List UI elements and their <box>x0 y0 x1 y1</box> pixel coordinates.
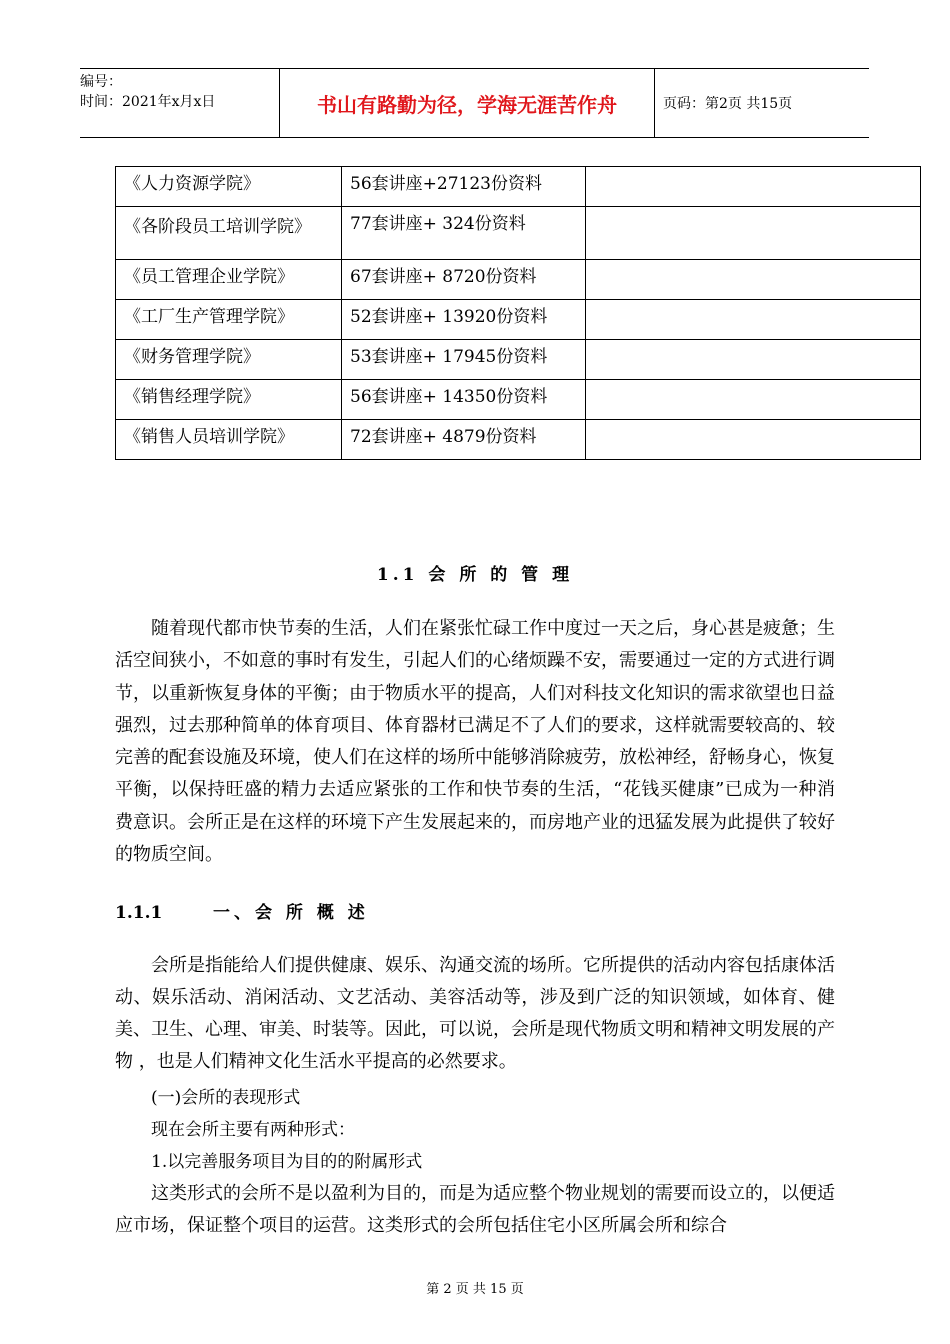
table-cell-desc: 56套讲座+27123份资料 <box>342 167 586 207</box>
subsection-number: 1.1.1 <box>115 903 163 923</box>
table-cell-name: 《员工管理企业学院》 <box>116 260 342 300</box>
table-cell-name: 《销售经理学院》 <box>116 380 342 420</box>
section-paragraph: 随着现代都市快节奏的生活，人们在紧张忙碌工作中度过一天之后，身心甚是疲惫；生 活空间狭小，不如意的事时有发生，引起人们的心绪烦躁不安，需要通过一定的方式进行调节，以重新恢复身体的平衡；由于物质水平的提高，人们对科技文化知识的需求欲望也日益 强烈，过去那种简单的体育项目、体育器材已满足不了人们的要求，这样就需要较高的、较完善的配套设施及环境，使人们在这样的场所中能够消除疲劳，放松神经，舒畅身心，恢复 平衡，以保持旺盛的精力去适应紧张的工作和快节奏的生活，“花钱买健康”已成为一种消费意识。会所正是在这样的环境下产生发展起来的，而房地产业的迅猛发展为此提供了较好 的物质空间。 <box>115 618 835 866</box>
time-label: 时间：2021年x月x日 <box>80 94 216 110</box>
code-label: 编号： <box>80 74 122 90</box>
table-cell-name: 《财务管理学院》 <box>116 340 342 380</box>
header-info <box>80 69 280 137</box>
header-motto: 书山有路勤为径，学海无涯苦作舟 <box>317 92 617 117</box>
table-cell-name: 《工厂生产管理学院》 <box>116 300 342 340</box>
table-cell-name: 《各阶段员工培训学院》 <box>116 207 342 260</box>
table-row <box>116 420 921 460</box>
table-cell-extra <box>586 340 921 380</box>
table-row <box>116 380 921 420</box>
subsection-line-1: (一)会所的表现形式 <box>151 1088 301 1108</box>
subsection-line-2: 现在会所主要有两种形式： <box>151 1120 355 1140</box>
subsection-paragraph-1: 会所是指能给人们提供健康、娱乐、沟通交流的场所。它所提供的活动内容包括康体活 动、娱乐活动、消闲活动、文艺活动、美容活动等，涉及到广泛的知识领域，如体育、健美、卫生、心理、审美、时装等。因此，可以说，会所是现代物质文明和精神文明发展的产物 ，也是人们精神文化生活水平提高的必然要求。 <box>115 955 835 1072</box>
page-header <box>80 68 869 138</box>
table-row <box>116 260 921 300</box>
table-cell-desc: 56套讲座+ 14350份资料 <box>342 380 586 420</box>
table-cell-extra <box>586 420 921 460</box>
table-cell-extra <box>586 260 921 300</box>
section-title: 1.1 会 所 的 管 理 <box>376 565 574 585</box>
table-row <box>116 340 921 380</box>
subsection-paragraph-2: 这类形式的会所不是以盈利为目的，而是为适应整个物业规划的需要而设立的，以便适 应市场，保证整个项目的运营。这类形式的会所包括住宅小区所属会所和综合 <box>115 1183 835 1236</box>
table-cell-desc: 53套讲座+ 17945份资料 <box>342 340 586 380</box>
table-cell-desc: 72套讲座+ 4879份资料 <box>342 420 586 460</box>
table-cell-extra <box>586 300 921 340</box>
table-row <box>116 207 921 260</box>
resource-table <box>115 166 921 460</box>
header-page-label: 页码：第2页 共15页 <box>663 96 793 112</box>
table-cell-desc: 67套讲座+ 8720份资料 <box>342 260 586 300</box>
table-cell-name: 《销售人员培训学院》 <box>116 420 342 460</box>
table-cell-extra <box>586 167 921 207</box>
table-cell-extra <box>586 207 921 260</box>
subsection-line-3: 1.以完善服务项目为目的的附属形式 <box>151 1152 423 1172</box>
subsection-heading <box>115 898 369 923</box>
table-cell-extra <box>586 380 921 420</box>
header-motto-cell <box>280 69 655 137</box>
table-row <box>116 300 921 340</box>
table-cell-name: 《人力资源学院》 <box>116 167 342 207</box>
table-cell-desc: 77套讲座+ 324份资料 <box>342 207 586 260</box>
page-footer: 第 2 页 共 15 页 <box>426 1282 524 1297</box>
table-cell-desc: 52套讲座+ 13920份资料 <box>342 300 586 340</box>
table-row <box>116 167 921 207</box>
subsection-title: 一、会 所 概 述 <box>213 903 369 923</box>
